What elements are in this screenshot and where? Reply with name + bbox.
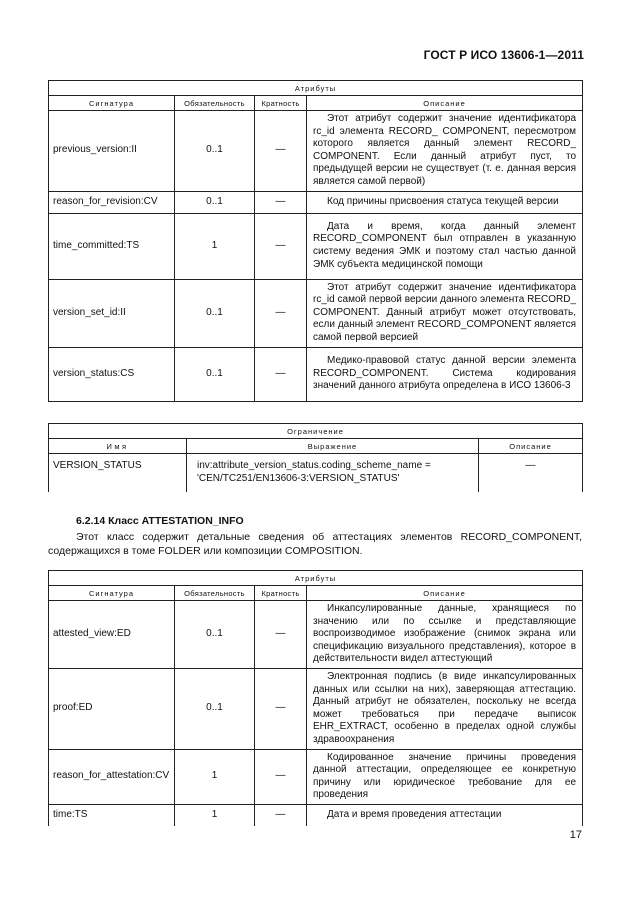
column-header-obligation: Обязательность: [175, 586, 255, 601]
column-header-obligation: Обязательность: [175, 96, 255, 111]
description-cell: Дата и время, когда данный элемент RECORD_COMPONENT был отправлен в указанную систему ведения ЭМК и поэтому стал частью данной ЭМК субъекта медицинской помощи: [307, 213, 583, 279]
table-caption: Атрибуты: [49, 571, 583, 586]
description-cell: Этот атрибут содержит значение идентификатора rc_id элемента RECORD_ COMPONENT, пересмотром которого является данный элемент RECORD_ COMPONENT. Если данный атрибут пуст, то предыдущей версии не существует (т. е. данная версия является самой первой): [307, 111, 583, 192]
multiplicity-cell: —: [255, 749, 307, 804]
constraint-description-cell: —: [479, 454, 583, 492]
description-cell: Дата и время проведения аттестации: [307, 804, 583, 826]
obligation-cell: 0..1: [175, 601, 255, 669]
attributes-table-1: [48, 80, 583, 402]
column-header-signature: Сигнатура: [49, 586, 175, 601]
table-row: [49, 668, 583, 749]
table-row: [49, 347, 583, 401]
column-header-signature: Сигнатура: [49, 96, 175, 111]
table-row: [49, 213, 583, 279]
constraint-name-cell: VERSION_STATUS: [49, 454, 187, 492]
obligation-cell: 1: [175, 804, 255, 826]
column-header-description: Описание: [307, 96, 583, 111]
signature-cell: version_set_id:II: [49, 279, 175, 347]
attributes-table-2: [48, 570, 583, 826]
multiplicity-cell: —: [255, 601, 307, 669]
obligation-cell: 1: [175, 749, 255, 804]
column-header-multiplicity: Кратность: [255, 586, 307, 601]
constraint-table: [48, 423, 583, 492]
document-header: ГОСТ Р ИСО 13606-1—2011: [423, 48, 584, 62]
obligation-cell: 0..1: [175, 279, 255, 347]
multiplicity-cell: —: [255, 347, 307, 401]
obligation-cell: 0..1: [175, 191, 255, 213]
multiplicity-cell: —: [255, 191, 307, 213]
section-title: 6.2.14 Класс ATTESTATION_INFO: [76, 515, 244, 527]
signature-cell: time_committed:TS: [49, 213, 175, 279]
table-row: [49, 191, 583, 213]
column-header-description: Описание: [479, 439, 583, 454]
description-cell: Электронная подпись (в виде инкапсулированных данных или ссылки на них), заверяющая аттестацию. Данный атрибут не обязателен, поскольку не всегда может требоваться при передаче выписок EHR_EXTRACT, особенно в пределах одной службы здравоохранения: [307, 668, 583, 749]
constraint-expression-cell: inv:attribute_version_status.coding_scheme_name = 'CEN/TC251/EN13606-3:VERSION_STATUS': [187, 454, 479, 492]
table-row: [49, 454, 583, 492]
column-header-expression: Выражение: [187, 439, 479, 454]
obligation-cell: 0..1: [175, 111, 255, 192]
section-paragraph: Этот класс содержит детальные сведения об аттестациях элементов RECORD_COMPONENT, содержащихся в томе FOLDER или композиции COMPOSITION.: [48, 531, 582, 557]
multiplicity-cell: —: [255, 668, 307, 749]
signature-cell: attested_view:ED: [49, 601, 175, 669]
description-cell: Инкапсулированные данные, хранящиеся по значению или по ссылке и представляющие воспроизводимое изображение (снимок экрана или спецификацию визуального представления), которое в действительности видел аттестующий: [307, 601, 583, 669]
description-cell: Медико-правовой статус данной версии элемента RECORD_COMPONENT. Система кодирования значений данного атрибута определена в ИСО 13606-3: [307, 347, 583, 401]
table-row: [49, 601, 583, 669]
column-header-description: Описание: [307, 586, 583, 601]
signature-cell: version_status:CS: [49, 347, 175, 401]
column-header-name: Имя: [49, 439, 187, 454]
table-caption: Ограничение: [49, 424, 583, 439]
multiplicity-cell: —: [255, 213, 307, 279]
obligation-cell: 0..1: [175, 347, 255, 401]
description-cell: Кодированное значение причины проведения данной аттестации, определяющее ее конкретную причину или юридическое требование для ее проведения: [307, 749, 583, 804]
signature-cell: time:TS: [49, 804, 175, 826]
description-cell: Код причины присвоения статуса текущей версии: [307, 191, 583, 213]
multiplicity-cell: —: [255, 279, 307, 347]
signature-cell: proof:ED: [49, 668, 175, 749]
table-row: [49, 749, 583, 804]
description-cell: Этот атрибут содержит значение идентификатора rc_id самой первой версии данного элемента RECORD_ COMPONENT. Данный атрибут может отсутствовать, если данный элемент RECORD_COMPONENT является самой первой версией: [307, 279, 583, 347]
obligation-cell: 1: [175, 213, 255, 279]
obligation-cell: 0..1: [175, 668, 255, 749]
multiplicity-cell: —: [255, 804, 307, 826]
page-number: 17: [569, 829, 582, 841]
signature-cell: reason_for_attestation:CV: [49, 749, 175, 804]
column-header-multiplicity: Кратность: [255, 96, 307, 111]
table-caption: Атрибуты: [49, 81, 583, 96]
signature-cell: reason_for_revision:CV: [49, 191, 175, 213]
table-row: [49, 804, 583, 826]
table-row: [49, 111, 583, 192]
signature-cell: previous_version:II: [49, 111, 175, 192]
table-row: [49, 279, 583, 347]
multiplicity-cell: —: [255, 111, 307, 192]
